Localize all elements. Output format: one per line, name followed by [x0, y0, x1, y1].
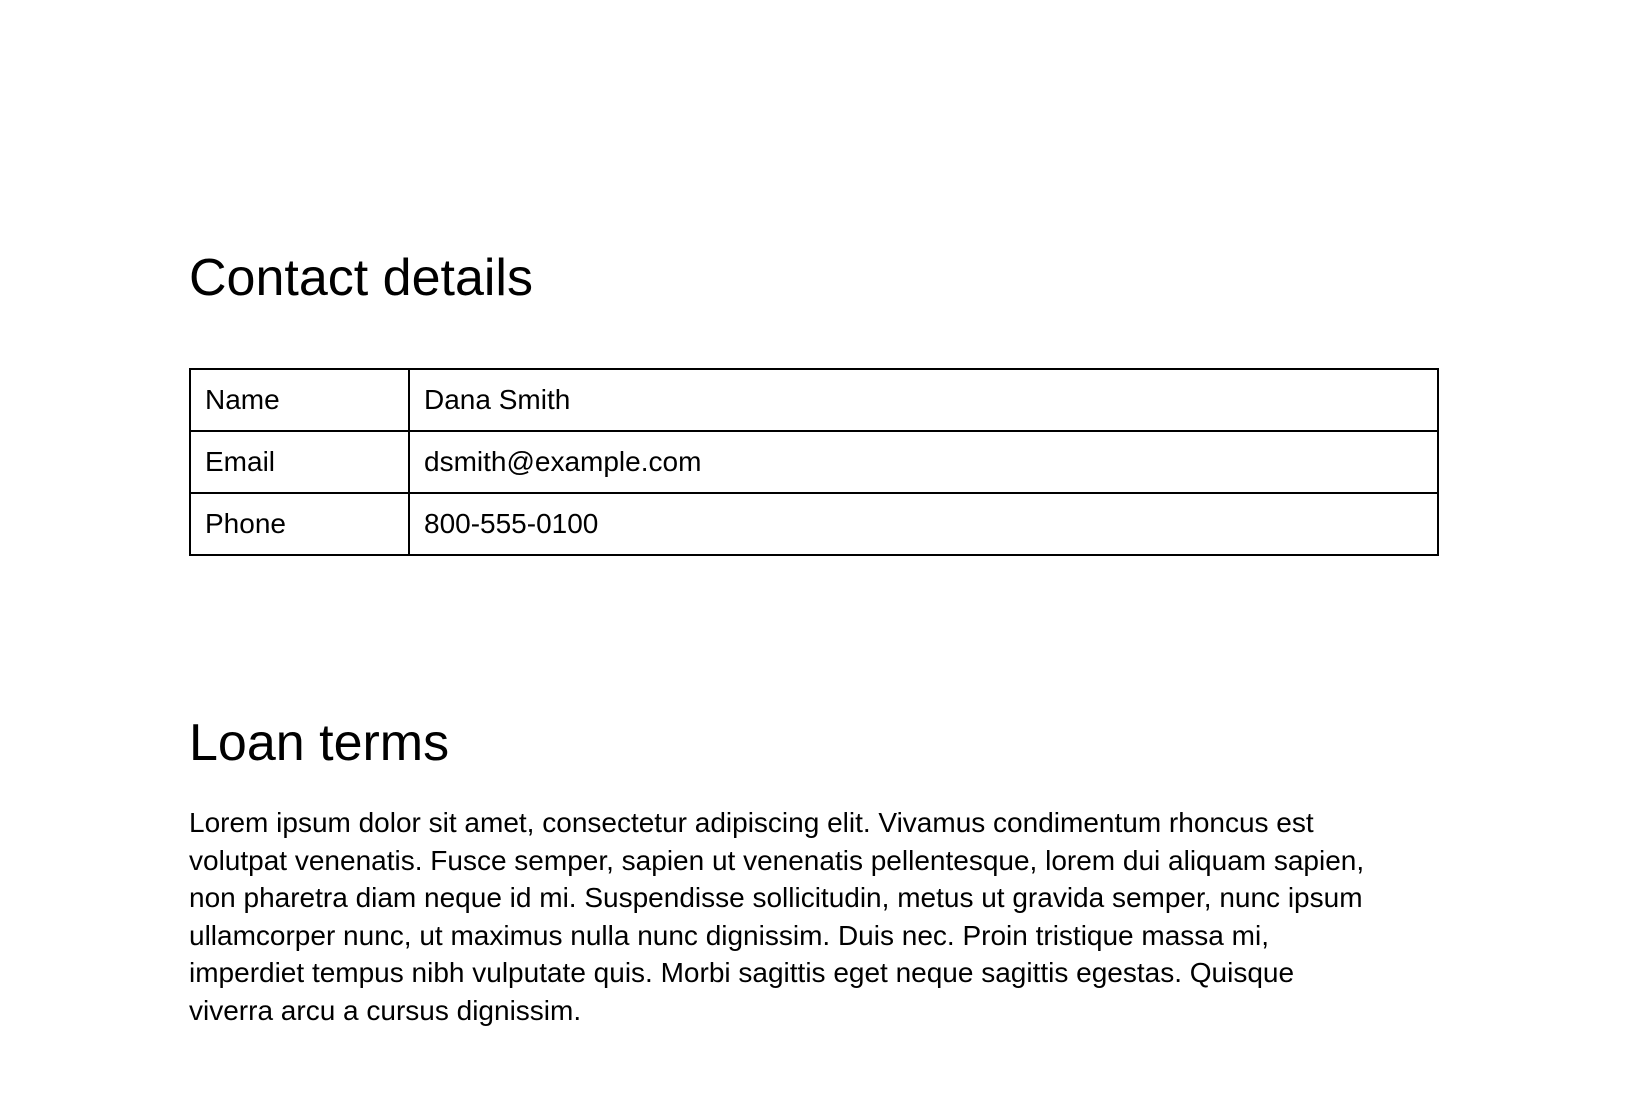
name-value-cell: Dana Smith — [409, 369, 1438, 431]
phone-label-cell: Phone — [190, 493, 409, 555]
phone-value-cell: 800-555-0100 — [409, 493, 1438, 555]
email-label-cell: Email — [190, 431, 409, 493]
email-value-cell: dsmith@example.com — [409, 431, 1438, 493]
loan-terms-heading: Loan terms — [189, 714, 450, 772]
name-label-cell: Name — [190, 369, 409, 431]
loan-terms-paragraph: Lorem ipsum dolor sit amet, consectetur adipiscing elit. Vivamus condimentum rhoncus est volutpat venenatis. Fusce semper, sapien ut venenatis pellentesque, lorem dui aliquam sapien, non pharetra diam neque id mi. Suspendisse sollicitudin, metus ut gravida semper, nunc ipsum ullamcorper nunc, ut maximus nulla nunc dignissim. Duis nec. Proin tristique massa mi, imperdiet tempus nibh vulputate quis. Morbi sagittis eget neque sagittis egestas. Quisque viverra arcu a cursus dignissim. — [189, 807, 1365, 1026]
document-content — [189, 0, 1449, 1029]
table-row-name — [190, 369, 1438, 431]
contact-details-heading: Contact details — [189, 249, 533, 307]
contact-table — [189, 368, 1439, 556]
table-row-phone — [190, 493, 1438, 555]
table-row-email — [190, 431, 1438, 493]
